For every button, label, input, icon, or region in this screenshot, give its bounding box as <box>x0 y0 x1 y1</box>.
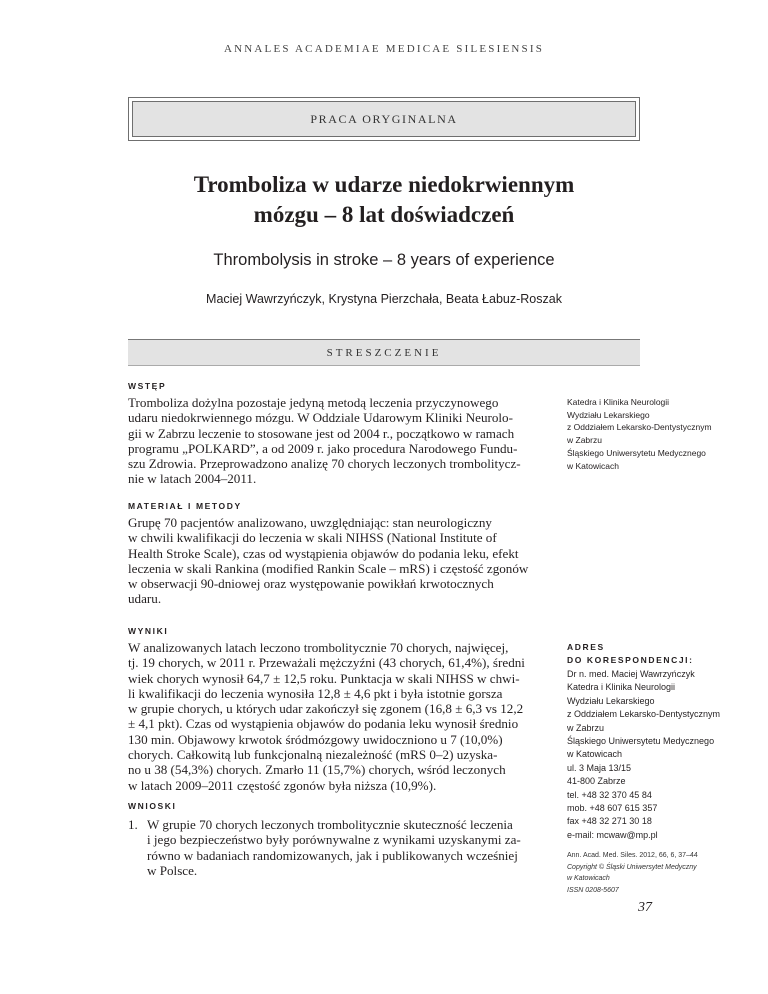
section-heading-wyniki: WYNIKI <box>128 626 169 636</box>
title-line: Tromboliza w udarze niedokrwiennym <box>193 172 575 197</box>
affiliation-line: w Zabrzu <box>567 435 602 446</box>
article-type-label: PRACA ORYGINALNA <box>132 101 636 137</box>
section-heading-wnioski: WNIOSKI <box>128 801 177 811</box>
text-line: no u 38 (54,3%) chorych. Zmarło 11 (15,7%) chorych, wśród leczonych <box>128 762 506 778</box>
citation-ref: Ann. Acad. Med. Siles. 2012, 66, 6, 37–44 <box>567 852 698 859</box>
title-line: mózgu – 8 lat doświadczeń <box>253 202 515 227</box>
email-line: e-mail: mcwaw@mp.pl <box>567 829 658 840</box>
address-line: Śląskiego Uniwersytetu Medycznego <box>567 736 715 747</box>
issn: ISSN 0208-5607 <box>567 886 619 894</box>
text-line: w grupie chorych, u których udar zakończył się zgonem (16,8 ± 6,3 vs 12,2 <box>128 701 524 717</box>
copyright-line: Copyright © Śląski Uniwersytet Medyczny <box>567 863 697 871</box>
address-line: Wydziału Lekarskiego <box>567 695 655 706</box>
correspondence-heading <box>567 641 694 667</box>
article-title <box>120 170 648 230</box>
text-line: nie w latach 2004–2011. <box>128 471 257 487</box>
address-line: fax +48 32 271 30 18 <box>567 816 652 827</box>
text-line: li kwalifikacji do leczenia wynosiła 12,8 ± 4,6 pkt i była istotnie gorsza <box>128 685 503 701</box>
citation-block <box>567 850 747 896</box>
section-heading-wstep: WSTĘP <box>128 381 167 391</box>
affiliation-line: z Oddziałem Lekarsko-Dentystycznym <box>567 422 712 433</box>
address-line: w Katowicach <box>567 749 623 760</box>
text-line: wiek chorych wynosił 64,7 ± 12,5 roku. Punktacja w skali NIHSS w chwi- <box>128 670 520 686</box>
correspondence-heading-line: DO KORESPONDENCJI: <box>567 655 694 665</box>
affiliation-line: Katedra i Klinika Neurologii <box>567 397 670 407</box>
section-body-materialy <box>128 515 554 607</box>
text-line: gii w Zabrzu leczenie to stosowane jest od 2004 r., początkowo w ramach <box>128 425 515 441</box>
correspondence-heading-line: ADRES <box>567 642 605 652</box>
text-line: tj. 19 chorych, w 2011 r. Przeważali mężczyźni (43 chorych, 61,4%), średni <box>128 655 525 671</box>
conclusion-item <box>128 817 554 878</box>
authors: Maciej Wawrzyńczyk, Krystyna Pierzchała, Beata Łabuz-Roszak <box>206 292 562 306</box>
text-line: w latach 2009–2011 częstość zgonów była niższa (10,9%). <box>128 777 437 793</box>
copyright-line: w Katowicach <box>567 875 610 882</box>
text-line: W grupie 70 chorych leczonych trombolitycznie skuteczność leczenia <box>147 817 513 832</box>
article-subtitle: Thrombolysis in stroke – 8 years of experience <box>213 251 555 269</box>
affiliation-line: Śląskiego Uniwersytetu Medycznego <box>567 447 706 458</box>
affiliation-line: Wydziału Lekarskiego <box>567 409 650 420</box>
page-number: 37 <box>638 900 652 915</box>
text-line: Tromboliza dożylna pozostaje jedyną metodą leczenia przyczynowego <box>128 395 499 410</box>
conclusion-text <box>147 817 554 878</box>
section-body-wyniki <box>128 640 554 793</box>
correspondence-address <box>567 668 747 842</box>
article-type-box <box>128 97 640 141</box>
text-line: 130 min. Objawowy krwotok śródmózgowy uwidoczniono u 7 (10,0%) <box>128 731 503 747</box>
text-line: leczenia w skali Rankina (modified Rankin Scale – mRS) i częstość zgonów <box>128 560 529 576</box>
text-line: w chwili kwalifikacji do leczenia w skali NIHSS (National Institute of <box>128 530 497 546</box>
text-line: W analizowanych latach leczono trombolitycznie 70 chorych, najwięcej, <box>128 640 509 655</box>
section-body-wstep <box>128 395 554 487</box>
section-heading-materialy: MATERIAŁ I METODY <box>128 501 242 511</box>
address-line: mob. +48 607 615 357 <box>567 803 658 814</box>
text-line: równo w badaniach randomizowanych, jak i publikowanych wcześniej <box>147 847 518 863</box>
text-line: Health Stroke Scale), czas od wystąpienia objawów do podania leku, efekt <box>128 545 519 561</box>
text-line: ± 4,1 pkt). Czas od wystąpienia objawów do podania leku wynosił średnio <box>128 716 519 732</box>
text-line: Grupę 70 pacjentów analizowano, uwzględniając: stan neurologiczny <box>128 515 492 530</box>
address-line: z Oddziałem Lekarsko-Dentystycznym <box>567 709 721 720</box>
text-line: i jego bezpieczeństwo były porównywalne z wynikami uzyskanymi za- <box>147 832 521 848</box>
address-line: 41-800 Zabrze <box>567 776 626 787</box>
affiliation <box>567 396 747 472</box>
abstract-label: STRESZCZENIE <box>128 339 640 366</box>
journal-name: ANNALES ACADEMIAE MEDICAE SILESIENSIS <box>223 43 545 55</box>
text-line: programu „POLKARD”, a od 2009 r. jako procedura Narodowego Fundu- <box>128 440 518 456</box>
text-line: w obserwacji 90-dniowej oraz występowanie powikłań krwotocznych <box>128 576 494 592</box>
text-line: szu Zdrowia. Przeprowadzono analizę 70 chorych leczonych trombolitycz- <box>128 456 521 472</box>
affiliation-line: w Katowicach <box>567 460 619 471</box>
address-line: Dr n. med. Maciej Wawrzyńczyk <box>567 669 695 679</box>
address-line: tel. +48 32 370 45 84 <box>567 789 652 800</box>
list-number: 1. <box>128 817 138 832</box>
text-line: w Polsce. <box>147 862 198 878</box>
address-line: w Zabrzu <box>567 722 605 733</box>
text-line: udaru niedokrwiennego mózgu. W Oddziale Udarowym Kliniki Neurolo- <box>128 410 513 426</box>
text-line: chorych. Całkowitą lub funkcjonalną niezależność (mRS 0–2) uzyska- <box>128 747 498 763</box>
address-line: Katedra i Klinika Neurologii <box>567 682 676 693</box>
text-line: udaru. <box>128 591 162 607</box>
address-line: ul. 3 Maja 13/15 <box>567 762 632 773</box>
